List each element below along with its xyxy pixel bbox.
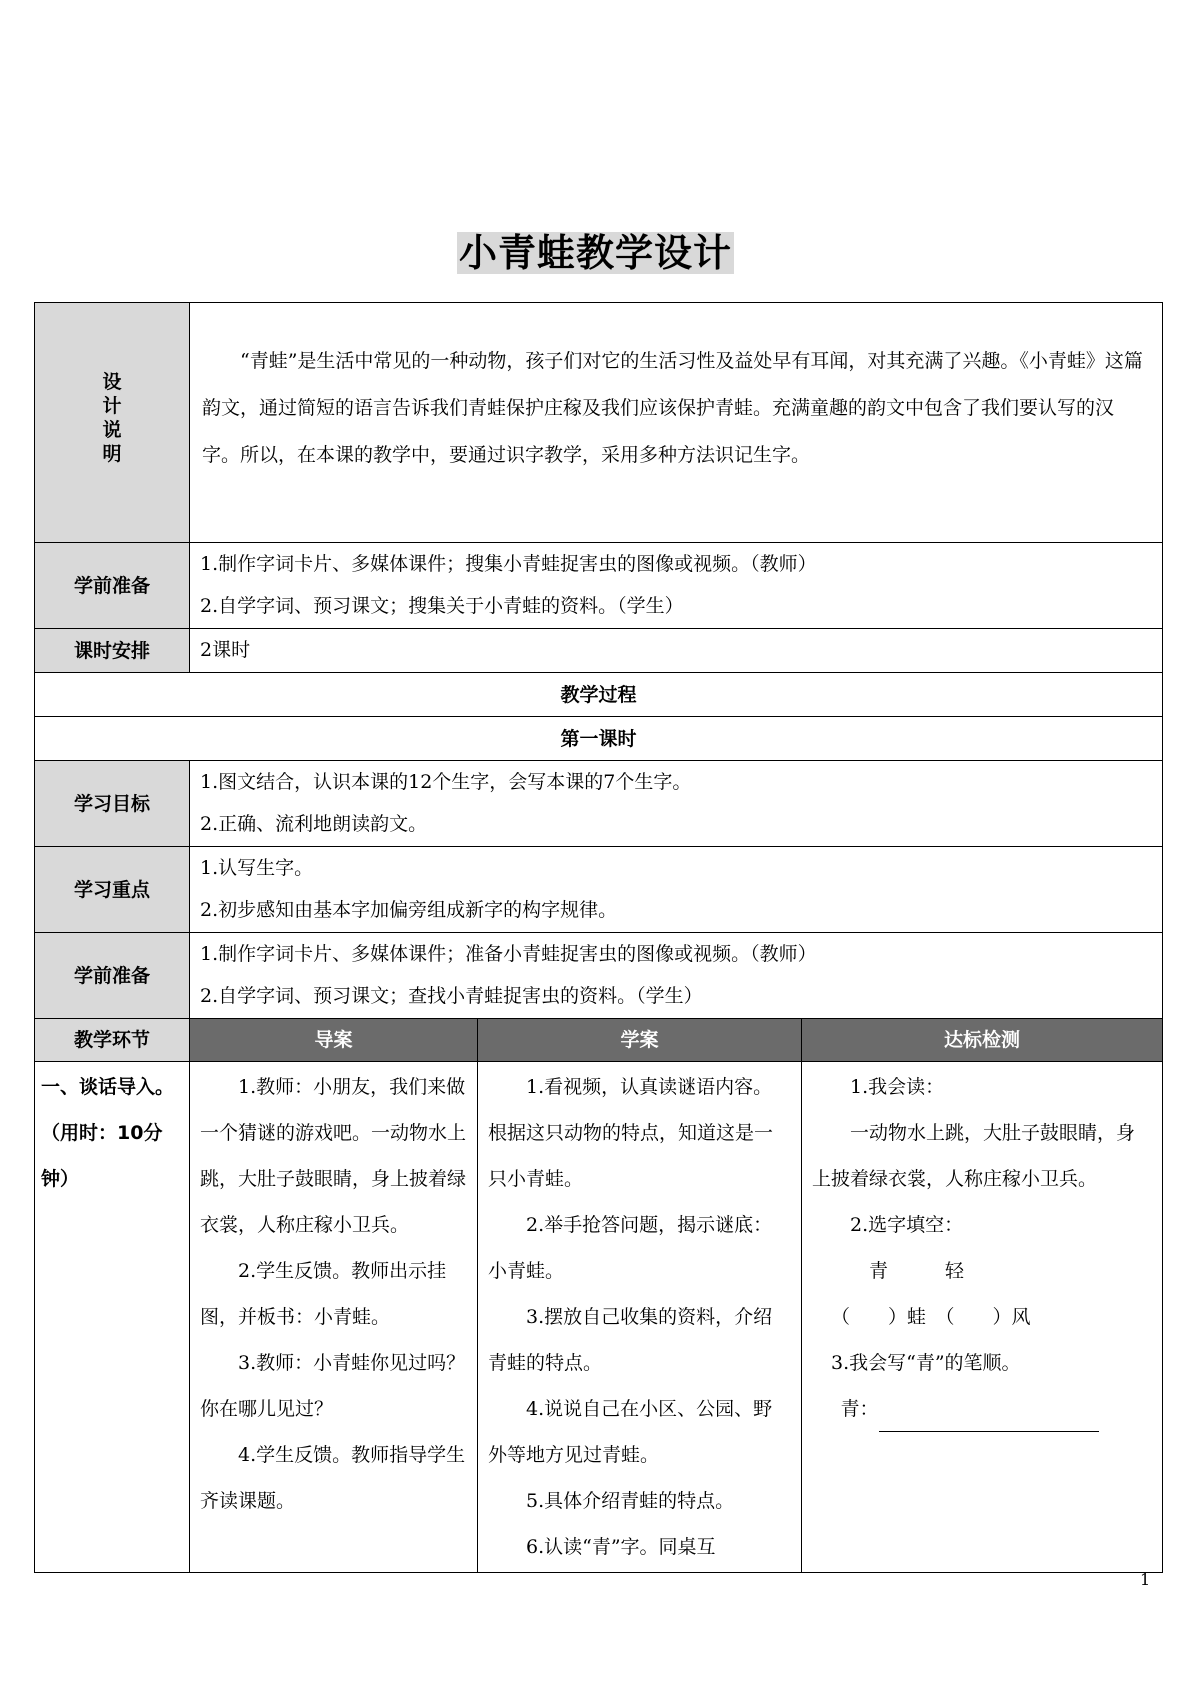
goals-row — [35, 761, 1163, 847]
doc-title-wrap — [0, 232, 1191, 274]
prep2-row — [35, 933, 1163, 1019]
study-step: 4.说说自己在小区、公园、野外等地方见过青蛙。 — [488, 1398, 773, 1466]
schedule-value: 2课时 — [190, 629, 1163, 673]
guide-step: 2.学生反馈。教师出示挂图，并板书：小青蛙。 — [200, 1260, 447, 1328]
prep1-item: 1.制作字词卡片、多媒体课件；搜集小青蛙捉害虫的图像或视频。（教师） — [200, 553, 817, 575]
study-step: 2.举手抢答问题，揭示谜底：小青蛙。 — [488, 1214, 773, 1282]
check-q2: 2.选字填空： — [850, 1214, 964, 1236]
check-q3: 3.我会写“青”的笔顺。 — [831, 1352, 1021, 1374]
check-q1: 1.我会读： — [850, 1076, 945, 1098]
study-step: 5.具体介绍青蛙的特点。 — [526, 1490, 735, 1512]
header-study: 学案 — [478, 1019, 802, 1062]
stage1-check — [802, 1062, 1163, 1573]
prep1-content — [190, 543, 1163, 629]
header-check: 达标检测 — [802, 1019, 1163, 1062]
check-q3-prefix: 青： — [840, 1398, 879, 1420]
design-row — [35, 303, 1163, 543]
prep2-item: 2.自学字词、预习课文；查找小青蛙捉害虫的资料。（学生） — [200, 985, 703, 1007]
lesson-title: 第一课时 — [35, 717, 1163, 761]
prep2-label: 学前准备 — [35, 933, 190, 1019]
prep1-label: 学前准备 — [35, 543, 190, 629]
prep1-row — [35, 543, 1163, 629]
doc-title: 小青蛙教学设计 — [458, 231, 732, 275]
stage1-guide — [190, 1062, 478, 1573]
schedule-label: 课时安排 — [35, 629, 190, 673]
check-q2-chars: 青 轻 — [869, 1260, 965, 1282]
header-stage: 教学环节 — [35, 1019, 190, 1062]
lesson-row — [35, 717, 1163, 761]
design-label-cell — [35, 303, 190, 543]
lesson-plan-table — [34, 302, 1163, 1573]
check-q3-line — [812, 1386, 1152, 1432]
guide-step: 1.教师：小朋友，我们来做一个猜谜的游戏吧。一动物水上跳，大肚子鼓眼睛，身上披着绿衣裳，人称庄稼小卫兵。 — [200, 1076, 467, 1236]
study-step: 6.认读“青”字。同桌互 — [526, 1536, 716, 1558]
check-q1-text: 一动物水上跳，大肚子鼓眼睛，身上披着绿衣裳，人称庄稼小卫兵。 — [812, 1122, 1136, 1190]
prep2-item: 1.制作字词卡片、多媒体课件；准备小青蛙捉害虫的图像或视频。（教师） — [200, 943, 817, 965]
stage1-row — [35, 1062, 1163, 1573]
goals-content — [190, 761, 1163, 847]
goals-item: 1.图文结合，认识本课的12个生字，会写本课的7个生字。 — [200, 771, 692, 793]
stage1-study — [478, 1062, 802, 1573]
header-row — [35, 1019, 1163, 1062]
focus-content — [190, 847, 1163, 933]
prep1-item: 2.自学字词、预习课文；搜集关于小青蛙的资料。（学生） — [200, 595, 684, 617]
check-q2-blanks: （ ）蛙 （ ）风 — [831, 1306, 1031, 1328]
focus-row — [35, 847, 1163, 933]
answer-blank[interactable] — [879, 1403, 1099, 1432]
design-text: “青蛙”是生活中常见的一种动物，孩子们对它的生活习性及益处早有耳闻，对其充满了兴趣。《小青蛙》这篇韵文，通过简短的语言告诉我们青蛙保护庄稼及我们应该保护青蛙。充满童趣的韵文中包含了我们要认写的汉字。所以，在本课的教学中，要通过识字教学，采用多种方法识记生字。 — [190, 303, 1163, 543]
study-step: 1.看视频，认真读谜语内容。根据这只动物的特点，知道这是一只小青蛙。 — [488, 1076, 774, 1190]
page-number: 1 — [1140, 1570, 1151, 1589]
header-guide: 导案 — [190, 1019, 478, 1062]
stage1-name: 一、谈话导入。（用时：10分钟） — [35, 1062, 190, 1573]
focus-item: 1.认写生字。 — [200, 857, 314, 879]
focus-label: 学习重点 — [35, 847, 190, 933]
guide-step: 4.学生反馈。教师指导学生齐读课题。 — [200, 1444, 466, 1512]
focus-item: 2.初步感知由基本字加偏旁组成新字的构字规律。 — [200, 899, 618, 921]
process-title: 教学过程 — [35, 673, 1163, 717]
design-label: 设计说明 — [102, 371, 122, 465]
schedule-row — [35, 629, 1163, 673]
goals-label: 学习目标 — [35, 761, 190, 847]
goals-item: 2.正确、流利地朗读韵文。 — [200, 813, 428, 835]
process-row — [35, 673, 1163, 717]
prep2-content — [190, 933, 1163, 1019]
study-step: 3.摆放自己收集的资料，介绍青蛙的特点。 — [488, 1306, 773, 1374]
guide-step: 3.教师：小青蛙你见过吗？你在哪儿见过？ — [200, 1352, 466, 1420]
